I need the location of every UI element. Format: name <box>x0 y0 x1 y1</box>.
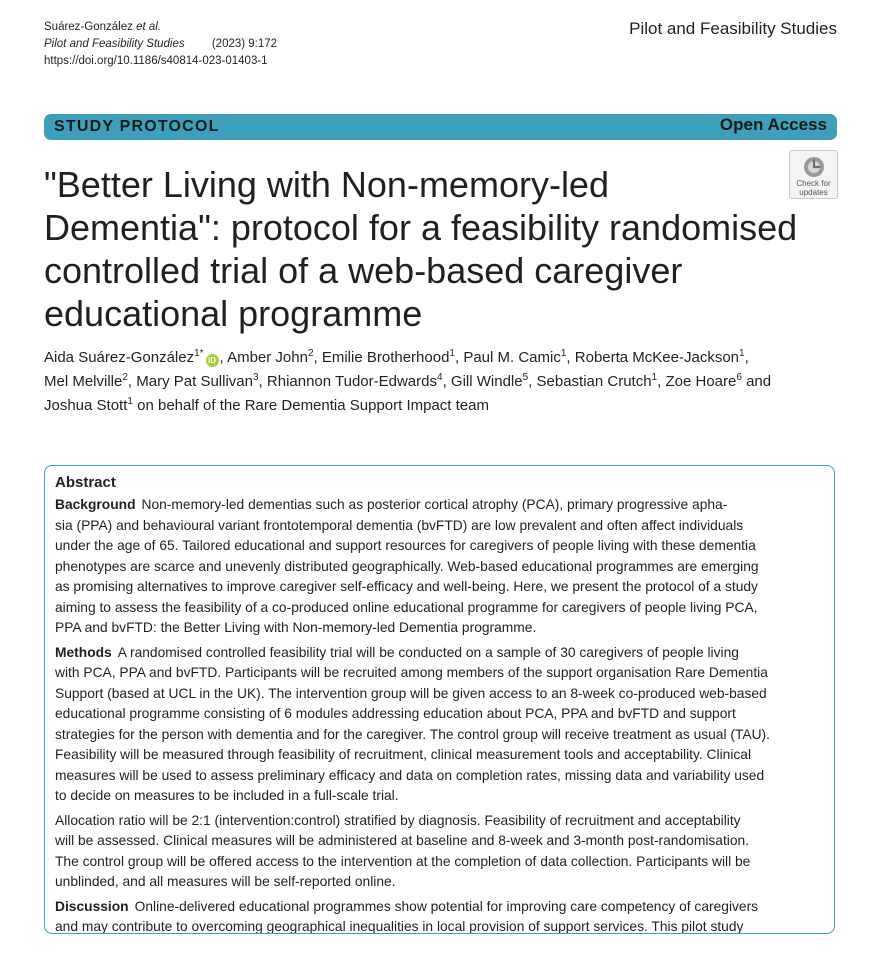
abstract-heading: Abstract <box>55 474 116 491</box>
author-name[interactable]: Roberta McKee-Jackson <box>574 349 740 366</box>
abstract-line: educational programme consisting of 6 modules addressing education about PCA, PPA and bvFTD and support <box>55 706 736 721</box>
title-line: controlled trial of a web-based caregiver <box>44 250 683 291</box>
abstract-line: measures will be used to assess preliminary efficacy and data on completion rates, missing data and variability used <box>55 767 765 783</box>
abstract-background <box>55 495 824 639</box>
citation-block <box>44 19 277 70</box>
abstract-line <box>55 643 824 664</box>
abstract-line: unblinded, and all measures will be self-reported online. <box>55 874 396 889</box>
discussion-label: Discussion <box>55 898 129 914</box>
abstract-line: with PCA, PPA and bvFTD. Participants will be recruited among members of the support organisation Rare Dementia <box>55 665 768 680</box>
author-name[interactable]: Rhiannon Tudor-Edwards <box>266 373 437 390</box>
citation-year-volume: (2023) 9:172 <box>211 38 278 50</box>
abstract-line: strategies for the person with dementia and for the caregiver. The control group will receive treatment as usual (TAU). <box>55 726 770 742</box>
abstract-line: under the age of 65. Tailored educational and support resources for caregivers of people living with these dementia <box>55 538 756 553</box>
check-for-updates-button[interactable] <box>789 150 838 199</box>
author-affiliation: 5 <box>522 372 529 383</box>
abstract-line: sia (PPA) and behavioural variant frontotemporal dementia (bvFTD) are low prevalent and often affect individuals <box>55 517 744 533</box>
abstract-line: aiming to assess the feasibility of a co-produced online educational programme for caregivers of people living PCA, <box>55 599 758 615</box>
article-type-banner <box>44 114 837 140</box>
author-name[interactable]: Zoe Hoare <box>665 373 737 390</box>
author-name[interactable]: Aida Suárez-González <box>44 349 195 366</box>
article-type-label: STUDY PROTOCOL <box>54 118 220 135</box>
methods-text: A randomised controlled feasibility trial will be conducted on a sample of 30 caregivers of people living <box>117 644 739 660</box>
author-line <box>44 394 844 418</box>
methods-label: Methods <box>55 644 112 660</box>
author-name[interactable]: Mary Pat Sullivan <box>136 373 253 390</box>
abstract-line: as promising alternatives to improve caregiver self-efficacy and well-being. Here, we present the protocol of a study <box>55 579 758 594</box>
author-name[interactable]: Paul M. Camic <box>463 349 561 366</box>
title-line: "Better Living with Non-memory-led <box>44 164 609 205</box>
check-for-updates-icon <box>802 155 826 179</box>
citation-doi[interactable]: https://doi.org/10.1186/s40814-023-01403-1 <box>44 55 268 67</box>
author-line: Mel Melville$^2$, Mary Pat Sullivan$^3$, Rhiannon Tudor-Edwards$^4$, Gill Windle$^5$, Sebastian Crutch$^1$, Zoe Hoare$^6$ and <box>44 372 772 390</box>
open-access-label: Open Access <box>719 115 827 134</box>
citation-journal-line <box>44 36 277 53</box>
article-title <box>44 163 844 335</box>
author-name[interactable]: Amber John <box>227 349 308 366</box>
abstract-line: will be assessed. Clinical measures will be administered at baseline and 8-week and 3-month post-randomisation. <box>55 833 750 848</box>
title-line: educational programme <box>44 293 423 334</box>
author-affiliation: 1 <box>739 348 745 359</box>
check-for-updates-line1: Check for <box>796 179 831 188</box>
citation-author: Suárez-González <box>44 21 133 33</box>
citation-authors <box>44 19 277 36</box>
abstract-line: and may contribute to overcoming geographical inequalities in local provision of support services. This pilot study <box>55 919 744 934</box>
author-affiliation: 1 <box>560 348 567 359</box>
author-name[interactable]: Gill Windle <box>450 373 523 390</box>
abstract-line: Feasibility will be measured through feasibility of recruitment, clinical measurement tools and acceptability. Clinical <box>55 747 752 762</box>
background-text: Non-memory-led dementias such as posterior cortical atrophy (PCA), primary progressive apha- <box>141 497 728 512</box>
abstract-discussion <box>55 897 824 935</box>
author-name[interactable]: Joshua Stott <box>44 397 128 414</box>
citation-etal: et al. <box>136 21 161 33</box>
author-affiliation: 3 <box>252 372 259 383</box>
check-for-updates-line2: updates <box>799 188 828 197</box>
author-name[interactable]: Mel Melville <box>44 373 123 390</box>
abstract-methods <box>55 643 824 807</box>
author-affiliation: 2 <box>122 372 128 383</box>
author-affiliation: 6 <box>736 372 742 383</box>
abstract-line: The control group will be offered access to the intervention at the completion of data collection. Participants will be <box>55 853 751 869</box>
author-affiliation: 1 <box>449 348 455 359</box>
author-team: on behalf of the Rare Dementia Support Impact team <box>137 397 489 414</box>
author-line: Aida Suárez-González$^{1*}$iD , Amber John$^2$, Emilie Brotherhood$^1$, Paul M. Camic$^1$, Roberta McKee-Jackson$^1$, <box>44 348 749 366</box>
abstract-line <box>55 495 824 516</box>
abstract-line: Allocation ratio will be 2:1 (intervention:control) stratified by diagnosis. Feasibility of recruitment and acceptability <box>55 812 741 828</box>
discussion-text: Online-delivered educational programmes show potential for improving care competency of caregivers <box>134 898 759 914</box>
author-name[interactable]: Sebastian Crutch <box>536 373 652 390</box>
author-affiliation: 1 <box>651 372 658 383</box>
author-list <box>44 346 844 418</box>
author-affiliation: 4 <box>437 372 443 383</box>
citation-journal: Pilot and Feasibility Studies <box>44 38 185 50</box>
abstract-allocation <box>55 811 824 893</box>
orcid-icon[interactable]: iD <box>206 354 219 367</box>
author-name[interactable]: Emilie Brotherhood <box>321 349 450 366</box>
abstract-line: to decide on measures to be included in a full-scale trial. <box>55 788 399 803</box>
abstract-line: PPA and bvFTD: the Better Living with Non-memory-led Dementia programme. <box>55 620 537 635</box>
abstract-line: phenotypes are scarce and unevenly distributed geographically. Web-based educational programmes are emerging <box>55 558 759 574</box>
abstract-line: Support (based at UCL in the UK). The intervention group will be given access to an 8-week co-produced web-based <box>55 685 767 701</box>
author-affiliation: 2 <box>307 348 314 359</box>
background-label: Background <box>55 497 136 512</box>
author-affiliation: 1* <box>194 348 204 359</box>
author-affiliation: 1 <box>127 396 133 407</box>
abstract-box <box>44 465 835 934</box>
abstract-line <box>55 897 824 918</box>
title-line: Dementia": protocol for a feasibility randomised <box>44 207 798 248</box>
journal-name: Pilot and Feasibility Studies <box>629 19 837 38</box>
